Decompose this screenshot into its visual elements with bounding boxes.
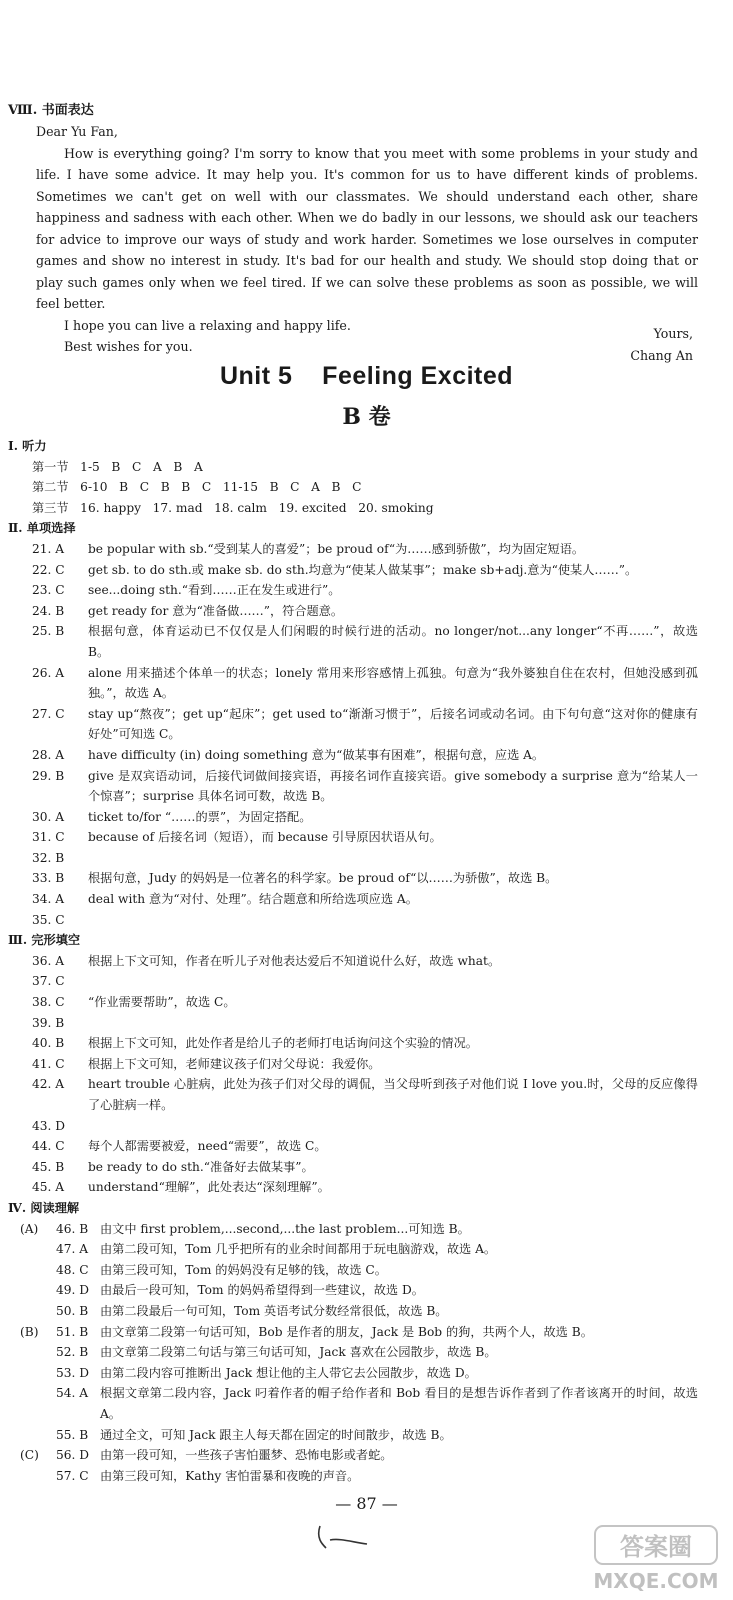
answer-explanation: 根据句意，Judy 的妈妈是一位著名的科学家。be proud of“以……为骄傲”，故选 B。 — [88, 871, 558, 886]
answer-number: 28. A — [32, 747, 65, 762]
answer-number: 45. B — [32, 1159, 65, 1174]
passage-group-label: (B) — [20, 1324, 39, 1339]
answer-row — [8, 539, 698, 560]
answer-number: 57. C — [56, 1468, 89, 1483]
answer-explanation: see...doing sth.“看到……正在发生或进行”。 — [88, 583, 341, 598]
answer-explanation — [88, 910, 698, 931]
answer-row — [8, 1074, 698, 1115]
answer-explanation: 由文章第二段第二句话与第三句话可知，Jack 喜欢在公园散步，故选 B。 — [100, 1345, 497, 1360]
answer-number: 37. C — [32, 974, 65, 989]
answer-explanation: 由第一段可知，一些孩子害怕噩梦、恐怖电影或者蛇。 — [100, 1448, 393, 1463]
answer-row — [8, 1445, 698, 1466]
answer-number: 44. C — [32, 1139, 65, 1154]
answer-explanation: 每个人都需要被爱，need“需要”，故选 C。 — [88, 1139, 327, 1154]
answer-number: 24. B — [32, 603, 65, 618]
answer-row — [8, 580, 698, 601]
answer-row — [8, 1383, 698, 1424]
answer-number: 25. B — [32, 624, 65, 639]
answer-number: 21. A — [32, 541, 65, 556]
essay-closing: Yours, — [653, 326, 693, 341]
answer-row — [8, 601, 698, 622]
watermark — [591, 1522, 721, 1598]
answer-row — [8, 745, 698, 766]
answer-row — [8, 848, 698, 869]
answer-row — [8, 704, 698, 745]
answer-row — [8, 807, 698, 828]
page-number: — 87 — — [335, 1494, 398, 1513]
answer-explanation: 由文章第二段第一句话可知，Bob 是作者的朋友，Jack 是 Bob 的狗，共两个人，故选 B。 — [100, 1324, 593, 1339]
answer-explanation: 根据上下文可知，此处作者是给儿子的老师打电话询问这个实验的情况。 — [88, 1036, 478, 1051]
answer-row — [8, 1136, 698, 1157]
passage-group-label — [8, 1342, 56, 1363]
answer-number: 50. B — [56, 1303, 89, 1318]
answer-explanation: 通过全文，可知 Jack 跟主人每天都在固定的时间散步，故选 B。 — [100, 1427, 452, 1442]
answer-number: 26. A — [32, 665, 65, 680]
answer-row — [8, 766, 698, 807]
listening-line: 第二节 6-10 B C B B C 11-15 B C A B C — [32, 480, 362, 495]
answer-row — [8, 910, 698, 931]
answer-explanation: understand“理解”，此处表达“深刻理解”。 — [88, 1180, 330, 1195]
answer-explanation: 由第二段最后一句可知，Tom 英语考试分数经常很低，故选 B。 — [100, 1303, 448, 1318]
answer-row — [8, 621, 698, 662]
answer-number: 53. D — [56, 1365, 90, 1380]
answer-number: 48. C — [56, 1262, 89, 1277]
scribble-icon — [312, 1518, 382, 1558]
answer-row — [8, 1342, 698, 1363]
answer-explanation: 由第三段可知，Tom 的妈妈没有足够的钱，故选 C。 — [100, 1262, 387, 1277]
answer-content — [8, 436, 698, 1486]
passage-group-label — [8, 1425, 56, 1446]
answer-number: 35. C — [32, 912, 65, 927]
answer-explanation: ticket to/for “……的票”，为固定搭配。 — [88, 809, 312, 824]
passage-group-label — [8, 1260, 56, 1281]
answer-row — [8, 1157, 698, 1178]
answer-number: 32. B — [32, 850, 65, 865]
passage-group-label: (C) — [20, 1448, 39, 1463]
watermark-logo-icon — [591, 1522, 721, 1594]
answer-number: 27. C — [32, 706, 65, 721]
answer-row — [8, 1013, 698, 1034]
answer-number: 51. B — [56, 1324, 89, 1339]
essay-line: Best wishes for you. — [64, 339, 193, 354]
answer-explanation: be ready to do sth.“准备好去做某事”。 — [88, 1159, 314, 1174]
answer-row — [8, 1322, 698, 1343]
answer-number: 46. B — [56, 1221, 89, 1236]
answer-row — [8, 1219, 698, 1240]
answer-row — [8, 663, 698, 704]
passage-group-label — [8, 1383, 56, 1424]
answer-row — [8, 951, 698, 972]
answer-explanation: 由第二段可知，Tom 几乎把所有的业余时间都用于玩电脑游戏，故选 A。 — [100, 1242, 497, 1257]
answer-row — [8, 1363, 698, 1384]
answer-row — [8, 1260, 698, 1281]
answer-explanation: because of 后接名词（短语），而 because 引导原因状语从句。 — [88, 830, 442, 845]
passage-group-label — [8, 1301, 56, 1322]
answer-number: 41. C — [32, 1056, 65, 1071]
answer-row — [8, 1033, 698, 1054]
answer-explanation: give 是双宾语动词，后接代词做间接宾语，再接名词作直接宾语。give somebody a surprise 意为“给某人一个惊喜”；surprise 具体名词可数，故选 B。 — [88, 768, 698, 804]
answer-sections — [8, 518, 698, 1486]
unit-title: Unit 5 Feeling Excited — [219, 362, 514, 390]
answer-explanation: 根据文章第二段内容，Jack 叼着作者的帽子给作者和 Bob 看目的是想告诉作者到了作者该离开的时间，故选 A。 — [100, 1386, 698, 1421]
answer-row — [8, 868, 698, 889]
answer-row — [8, 1177, 698, 1198]
answer-row — [8, 971, 698, 992]
writing-essay — [36, 121, 698, 358]
answer-number: 42. A — [32, 1077, 65, 1092]
answer-explanation: 根据上下文可知，老师建议孩子们对父母说：我爱你。 — [88, 1056, 381, 1071]
answer-number: 47. A — [56, 1242, 89, 1257]
answer-explanation: be popular with sb.“受到某人的喜爱”；be proud of“为……感到骄傲”，均为固定短语。 — [88, 541, 585, 556]
answer-row — [8, 1425, 698, 1446]
answer-explanation — [88, 1013, 698, 1034]
answer-number: 23. C — [32, 583, 65, 598]
answer-explanation — [88, 848, 698, 869]
passage-group-label — [8, 1363, 56, 1384]
unit-subtitle: B 卷 — [342, 404, 391, 430]
answer-row — [8, 1054, 698, 1075]
listening-line: 第三节 16. happy 17. mad 18. calm 19. excited 20. smoking — [32, 500, 434, 515]
answer-number: 56. D — [56, 1448, 90, 1463]
section-8-heading: Ⅷ. 书面表达 — [8, 103, 94, 118]
section-heading: Ⅲ. 完形填空 — [8, 933, 81, 948]
answer-number: 22. C — [32, 562, 65, 577]
answer-row — [8, 560, 698, 581]
answer-explanation: get ready for 意为“准备做……”，符合题意。 — [88, 603, 344, 618]
answer-explanation: 根据上下文可知，作者在听儿子对他表达爱后不知道说什么好，故选 what。 — [88, 953, 501, 968]
answer-explanation: “作业需要帮助”，故选 C。 — [88, 995, 236, 1010]
answer-explanation: 由文中 first problem,...second,...the last problem...可知选 B。 — [100, 1221, 470, 1236]
answer-number: 38. C — [32, 995, 65, 1010]
answer-number: 40. B — [32, 1036, 65, 1051]
answer-explanation — [88, 1116, 698, 1137]
listening-line: 第一节 1-5 B C A B A — [32, 459, 203, 474]
answer-explanation: deal with 意为“对付、处理”。结合题意和所给选项应选 A。 — [88, 892, 418, 907]
answer-row — [8, 889, 698, 910]
answer-number: 31. C — [32, 830, 65, 845]
answer-explanation: 由第三段可知，Kathy 害怕雷暴和夜晚的声音。 — [100, 1468, 360, 1483]
answer-row — [8, 1301, 698, 1322]
answer-number: 49. D — [56, 1283, 90, 1298]
answer-row — [8, 1116, 698, 1137]
answer-row — [8, 1239, 698, 1260]
essay-body: How is everything going? I'm sorry to know that you meet with some problems in your study and life. I have some advice. It may help you. It's common for us to have different kinds of problems. Sometimes we can't get on well with our classmates. We should understand each other, share happiness and sadness with each other. When we do badly in our lessons, we should ask our teachers for advice to improve our ways of study and work harder. Sometimes we lose ourselves in computer games and show no interest in study. It's bad for our health and study. We should stop doing that or play such games only when we feel tired. If we can solve these problems as soon as possible, we will feel better. — [36, 145, 698, 311]
answer-row — [8, 992, 698, 1013]
listening-heading: Ⅰ. 听力 — [8, 439, 47, 453]
answer-row — [8, 1280, 698, 1301]
answer-number: 52. B — [56, 1345, 89, 1360]
handwritten-mark — [312, 1518, 382, 1562]
answer-row — [8, 1466, 698, 1487]
answer-explanation: 由最后一段可知，Tom 的妈妈希望得到一些建议，故选 D。 — [100, 1283, 424, 1298]
answer-explanation: stay up“熬夜”；get up“起床”；get used to“渐渐习惯于”，后接名词或动名词。由下句句意“这对你的健康有好处”可知选 C。 — [88, 706, 698, 742]
answer-number: 43. D — [32, 1118, 66, 1133]
section-heading: Ⅳ. 阅读理解 — [8, 1200, 80, 1215]
answer-number: 55. B — [56, 1427, 89, 1442]
essay-signature: Chang An — [630, 348, 693, 363]
answer-explanation: 由第二段内容可推断出 Jack 想让他的主人带它去公园散步，故选 D。 — [100, 1365, 477, 1380]
answer-number: 29. B — [32, 768, 65, 783]
answer-number: 34. A — [32, 892, 65, 907]
answer-explanation — [88, 971, 698, 992]
answer-number: 45. A — [32, 1180, 65, 1195]
passage-group-label: (A) — [20, 1221, 39, 1236]
essay-greeting: Dear Yu Fan, — [36, 124, 118, 139]
essay-signoff — [630, 323, 693, 367]
answer-explanation: get sb. to do sth.或 make sb. do sth.均意为“使某人做某事”；make sb+adj.意为“使某人……”。 — [88, 562, 638, 577]
answer-number: 39. B — [32, 1015, 65, 1030]
answer-number: 33. B — [32, 871, 65, 886]
answer-row — [8, 827, 698, 848]
section-heading: Ⅱ. 单项选择 — [8, 521, 76, 536]
answer-explanation: have difficulty (in) doing something 意为“做某事有困难”，根据句意，应选 A。 — [88, 747, 545, 762]
passage-group-label — [8, 1280, 56, 1301]
watermark-text-bottom: MXQE.COM — [593, 1569, 719, 1593]
answer-explanation: heart trouble 心脏病，此处为孩子们对父母的调侃，当父母听到孩子对他们说 I love you.时，父母的反应像得了心脏病一样。 — [88, 1077, 698, 1112]
essay-line: I hope you can live a relaxing and happy life. — [64, 317, 351, 333]
answer-number: 54. A — [56, 1386, 89, 1401]
passage-group-label — [8, 1239, 56, 1260]
answer-number: 36. A — [32, 953, 65, 968]
passage-group-label — [8, 1466, 56, 1487]
watermark-text-top: 答案圈 — [620, 1533, 692, 1561]
answer-explanation: alone 用来描述个体单一的状态；lonely 常用来形容感情上孤独。句意为“我外婆独自住在农村，但她没感到孤独。”，故选 A。 — [88, 665, 698, 701]
answer-number: 30. A — [32, 809, 65, 824]
answer-explanation: 根据句意，体育运动已不仅仅是人们闲暇的时候行进的活动。no longer/not...any longer“不再……”，故选 B。 — [88, 624, 698, 659]
